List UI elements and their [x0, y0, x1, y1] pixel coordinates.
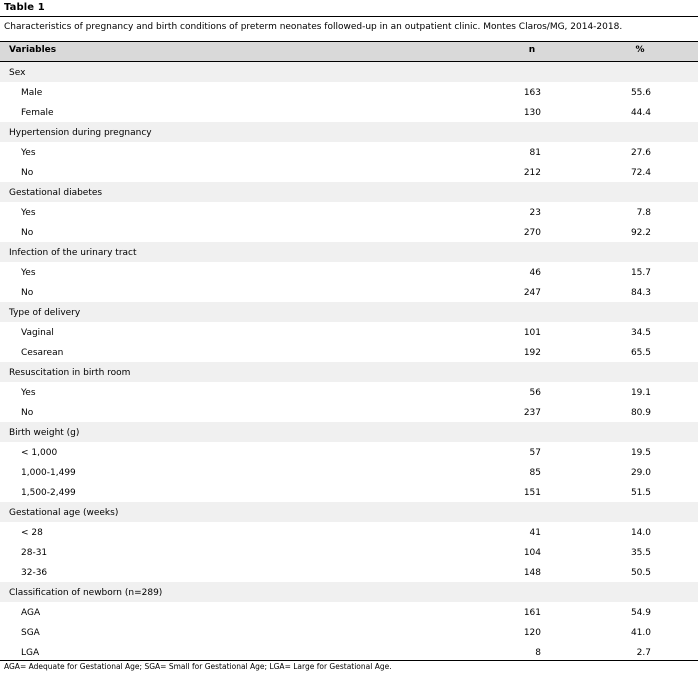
- cell-percent: 27.6: [630, 148, 651, 158]
- row-label: No: [21, 408, 34, 418]
- cell-percent: 19.5: [630, 448, 651, 458]
- row-label: SGA: [21, 628, 40, 638]
- group-row: [0, 122, 698, 142]
- row-label: No: [21, 168, 34, 178]
- cell-n: 57: [529, 448, 541, 458]
- cell-n: 81: [529, 148, 541, 158]
- group-label: Classification of newborn (n=289): [9, 588, 163, 598]
- group-row: [0, 62, 698, 82]
- row-label: 1,000-1,499: [21, 468, 76, 478]
- row-label: Female: [21, 108, 54, 118]
- cell-n: 120: [523, 628, 541, 638]
- cell-percent: 72.4: [630, 168, 651, 178]
- cell-percent: 50.5: [630, 568, 651, 578]
- cell-n: 101: [523, 328, 541, 338]
- group-row: [0, 582, 698, 602]
- cell-n: 148: [523, 568, 541, 578]
- table-row: [0, 202, 698, 222]
- group-label: Infection of the urinary tract: [9, 248, 137, 258]
- cell-n: 56: [529, 388, 541, 398]
- group-label: Birth weight (g): [9, 428, 80, 438]
- row-label: Yes: [21, 388, 36, 398]
- row-label: AGA: [21, 608, 41, 618]
- table-row: [0, 282, 698, 302]
- table-row: [0, 602, 698, 622]
- group-label: Sex: [9, 68, 26, 78]
- bottom-rule: [0, 660, 698, 661]
- table-row: [0, 402, 698, 422]
- cell-n: 151: [523, 488, 541, 498]
- header-variables: Variables: [9, 45, 57, 55]
- table-row: [0, 382, 698, 402]
- cell-n: 192: [523, 348, 541, 358]
- group-label: Hypertension during pregnancy: [9, 128, 152, 138]
- cell-percent: 84.3: [630, 288, 651, 298]
- table-row: [0, 222, 698, 242]
- table-row: [0, 102, 698, 122]
- cell-percent: 65.5: [630, 348, 651, 358]
- cell-percent: 92.2: [630, 228, 651, 238]
- row-label: < 1,000: [21, 448, 58, 458]
- table-row: [0, 462, 698, 482]
- group-row: [0, 182, 698, 202]
- table-row: [0, 622, 698, 642]
- table-header: [0, 42, 698, 61]
- row-label: Cesarean: [21, 348, 64, 358]
- group-row: [0, 502, 698, 522]
- cell-percent: 7.8: [636, 208, 651, 218]
- cell-n: 161: [523, 608, 541, 618]
- cell-percent: 41.0: [630, 628, 651, 638]
- cell-n: 212: [523, 168, 541, 178]
- header-percent: %: [635, 45, 645, 55]
- table-row: [0, 442, 698, 462]
- row-label: < 28: [21, 528, 43, 538]
- top-rule: [0, 16, 698, 17]
- table-caption: Characteristics of pregnancy and birth conditions of preterm neonates followed-up in an outpatient clinic. Montes Claros/MG, 2014-2018.: [4, 22, 623, 32]
- table-label: Table 1: [4, 2, 45, 13]
- cell-percent: 29.0: [630, 468, 651, 478]
- group-label: Gestational age (weeks): [9, 508, 119, 518]
- row-label: Male: [21, 88, 43, 98]
- group-row: [0, 422, 698, 442]
- cell-percent: 51.5: [630, 488, 651, 498]
- cell-percent: 15.7: [630, 268, 651, 278]
- table-row: [0, 342, 698, 362]
- cell-percent: 55.6: [630, 88, 651, 98]
- row-label: Yes: [21, 268, 36, 278]
- cell-n: 41: [529, 528, 541, 538]
- group-row: [0, 242, 698, 262]
- table-body: [0, 62, 698, 662]
- row-label: LGA: [21, 648, 40, 658]
- cell-n: 270: [523, 228, 541, 238]
- header-n: n: [528, 45, 536, 55]
- cell-percent: 80.9: [630, 408, 651, 418]
- row-label: Yes: [21, 208, 36, 218]
- table-row: [0, 642, 698, 662]
- cell-percent: 14.0: [630, 528, 651, 538]
- cell-percent: 34.5: [630, 328, 651, 338]
- table-row: [0, 162, 698, 182]
- cell-n: 237: [523, 408, 541, 418]
- group-label: Gestational diabetes: [9, 188, 103, 198]
- group-label: Type of delivery: [9, 308, 81, 318]
- table-footnote: AGA= Adequate for Gestational Age; SGA= Small for Gestational Age; LGA= Large for Gestational Age.: [4, 662, 392, 671]
- cell-n: 104: [523, 548, 541, 558]
- table-row: [0, 542, 698, 562]
- table-row: [0, 142, 698, 162]
- table-row: [0, 482, 698, 502]
- cell-percent: 44.4: [630, 108, 651, 118]
- cell-n: 23: [529, 208, 541, 218]
- row-label: No: [21, 288, 34, 298]
- row-label: 32-36: [21, 568, 48, 578]
- row-label: Yes: [21, 148, 36, 158]
- table-row: [0, 262, 698, 282]
- row-label: No: [21, 228, 34, 238]
- cell-n: 8: [535, 648, 541, 658]
- table-row: [0, 82, 698, 102]
- cell-n: 130: [523, 108, 541, 118]
- cell-percent: 19.1: [630, 388, 651, 398]
- row-label: 28-31: [21, 548, 48, 558]
- cell-n: 46: [529, 268, 541, 278]
- cell-percent: 35.5: [630, 548, 651, 558]
- group-row: [0, 362, 698, 382]
- cell-percent: 54.9: [630, 608, 651, 618]
- row-label: Vaginal: [21, 328, 54, 338]
- table-row: [0, 562, 698, 582]
- group-row: [0, 302, 698, 322]
- cell-percent: 2.7: [636, 648, 651, 658]
- table-row: [0, 322, 698, 342]
- group-label: Resuscitation in birth room: [9, 368, 131, 378]
- cell-n: 247: [523, 288, 541, 298]
- row-label: 1,500-2,499: [21, 488, 76, 498]
- cell-n: 85: [529, 468, 541, 478]
- cell-n: 163: [523, 88, 541, 98]
- table-row: [0, 522, 698, 542]
